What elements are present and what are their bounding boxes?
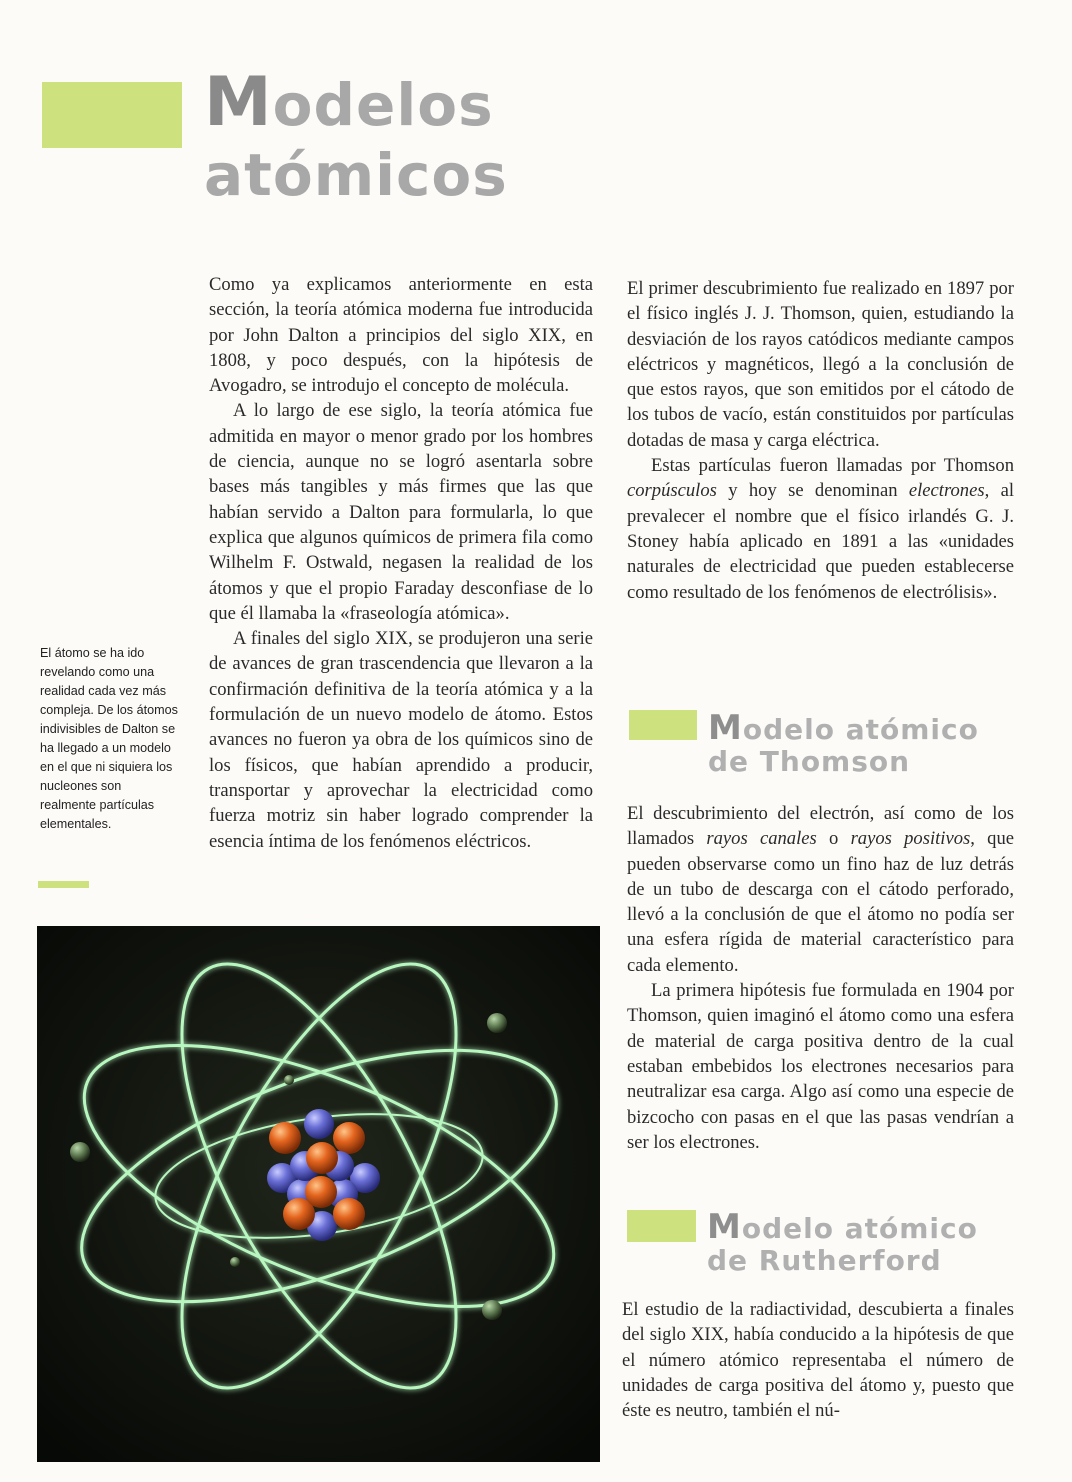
proton: [333, 1198, 365, 1230]
proton: [269, 1122, 301, 1154]
paragraph: El descubrimiento del electrón, así como de los llamados rayos canales o rayos positivos, que pueden observarse como un fino haz de luz detrás de un tubo de descarga con el cátodo perforado, llevó a la conclusión de que el átomo no podía ser una esfera rígida de material característico para cada elemento.: [627, 803, 1014, 976]
paragraph: El primer descubrimiento fue realizado en 1897 por el físico inglés J. J. Thomson, quien, estudiando la desviación de los rayos catódicos mediante campos eléctricos y magnéticos, llegó a la conclusión de que estos rayos, que son emitidos por el cátodo de los tubos de vacío, están constituidos por partículas dotadas de masa y carga eléctrica.: [627, 278, 1014, 451]
electron: [482, 1300, 502, 1320]
electron: [230, 1257, 240, 1267]
paragraph: El estudio de la radiactividad, descubierta a finales del siglo XIX, había conducido a la hipótesis de que el número atómico representaba el número de unidades de carga positiva del átomo y, puesto que éste es neutro, también el nú-: [622, 1299, 1014, 1422]
paragraph: A finales del siglo XIX, se produjeron una serie de avances de gran trascendencia que llevaron a la confirmación definitiva de la teoría atómica y a la formulación de un nuevo modelo de átomo. Estos avances no fueron ya obra de los químicos sino de los físicos, que habían aprendido a producir, transportar y aprovechar la electricidad como fuerza motriz sin haber logrado comprender la esencia íntima de los fenómenos eléctricos.: [209, 628, 593, 852]
electron: [487, 1013, 507, 1033]
proton: [333, 1122, 365, 1154]
thomson-text: [627, 801, 1014, 1155]
proton: [306, 1142, 338, 1174]
proton: [305, 1176, 337, 1208]
left-column: [209, 272, 593, 854]
electron: [70, 1142, 90, 1162]
figure-caption: El átomo se ha ido revelando como una realidad cada vez más compleja. De los átomos indivisibles de Dalton se ha llegado a un modelo en el que ni siquiera los nucleones son realmente partículas elementales.: [40, 646, 178, 831]
section-title-thomson: Modelo atómico de Thomson: [708, 708, 979, 778]
atom-svg: [37, 926, 600, 1462]
thomson-accent-bar: [629, 710, 697, 740]
paragraph: A lo largo de ese siglo, la teoría atómica fue admitida en mayor o menor grado por los hombres de ciencia, aunque no se logró asentarla sobre bases más tangibles y más firmes que las que habían servido a Dalton para formularla, lo que explica que algunos químicos de primera fila como Wilhelm F. Ostwald, negasen la realidad de los átomos y que el propio Faraday desconfiase de lo que él llamaba la «fraseología atómica».: [209, 400, 593, 624]
neutron: [304, 1109, 334, 1139]
electron: [284, 1075, 294, 1085]
page-title: Modelos atómicos: [204, 63, 508, 209]
caption-accent-bar: [38, 881, 89, 888]
title-accent-bar: [42, 82, 182, 148]
rutherford-text: [622, 1297, 1014, 1423]
rutherford-accent-bar: [627, 1210, 696, 1242]
right-column-intro: [627, 276, 1014, 605]
paragraph: Estas partículas fueron llamadas por Thomson corpúsculos y hoy se denominan electrones, al prevalecer el nombre que el físico irlandés G. J. Stoney había aplicado en 1891 a las «unidades naturales de electricidad que pueden establecerse como resultado de los fenómenos de electrólisis».: [627, 455, 1014, 603]
paragraph: Como ya explicamos anteriormente en esta sección, la teoría atómica moderna fue introducida por John Dalton a principios del siglo XIX, en 1808, y poco después, con la hipótesis de Avogadro, se introdujo el concepto de molécula.: [209, 274, 593, 397]
paragraph: La primera hipótesis fue formulada en 1904 por Thomson, quien imaginó el átomo como una esfera de material de carga positiva dentro de la cual estaban embebidos los electrones necesarios para neutralizar esa carga. Algo así como una especie de bizcocho con pasas en el que las pasas vendrían a ser los electrones.: [627, 980, 1014, 1153]
atom-illustration: [37, 926, 600, 1462]
section-title-rutherford: Modelo atómico de Rutherford: [707, 1207, 978, 1277]
